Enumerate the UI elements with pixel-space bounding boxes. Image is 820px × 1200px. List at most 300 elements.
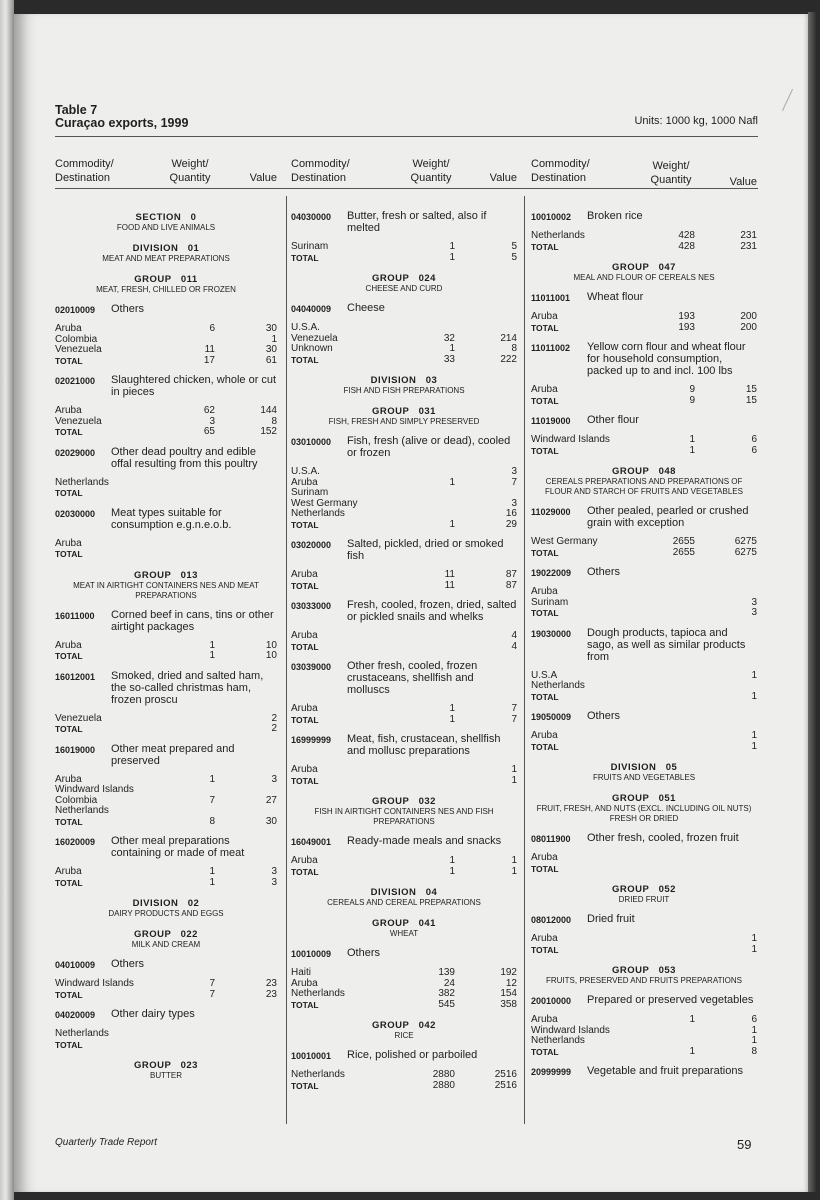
destination-cell: U.S.A. xyxy=(291,466,320,477)
commodity-description: Cheese xyxy=(347,302,385,314)
weight-quantity-cell: 1 xyxy=(689,1045,695,1057)
destination-cell: Colombia xyxy=(55,333,98,345)
total-row xyxy=(291,1081,517,1092)
section-heading xyxy=(531,466,757,497)
weight-quantity-cell: 1 xyxy=(449,703,455,714)
table-row xyxy=(531,731,757,742)
section-heading xyxy=(55,212,277,233)
value-cell: 6 xyxy=(751,1014,757,1025)
weight-quantity-cell: 6 xyxy=(209,323,215,334)
commodity-header: Commodity/ xyxy=(55,158,114,170)
destination-cell: TOTAL xyxy=(291,999,319,1010)
weight-quantity-cell xyxy=(645,692,695,703)
commodity-code: 20999999 xyxy=(531,1067,572,1077)
weight-quantity-cell xyxy=(405,499,455,510)
value-cell: 3 xyxy=(271,866,277,877)
table-row xyxy=(55,417,277,428)
commodity-description: Smoked, dried and salted ham, the so-called christmas ham, frozen proscu xyxy=(111,669,264,706)
weight-quantity-cell: 1 xyxy=(209,773,215,785)
commodity-code: 16049001 xyxy=(291,837,332,847)
weight-quantity-cell xyxy=(645,742,695,753)
section-heading xyxy=(55,274,277,295)
weight-quantity-cell: 1 xyxy=(449,343,455,354)
section-heading xyxy=(291,887,517,908)
value-cell: 10 xyxy=(265,639,277,651)
section-heading xyxy=(531,793,757,824)
destination-cell: Venezuela xyxy=(291,332,338,344)
table-row xyxy=(291,509,517,520)
value-header: Value xyxy=(729,176,757,188)
weight-quantity-cell: 1 xyxy=(449,476,455,488)
heading-title: GROUP 022 xyxy=(134,929,198,940)
section-heading xyxy=(291,406,517,427)
page-number: 59 xyxy=(737,1137,752,1152)
value-cell: 3 xyxy=(271,773,277,785)
destination-cell: Aruba xyxy=(291,630,318,641)
table-column-1 xyxy=(55,202,277,1081)
total-row xyxy=(55,990,277,1001)
page-binding-edge xyxy=(0,0,14,1200)
column-header-rule xyxy=(55,188,758,189)
commodity-entry xyxy=(55,743,277,828)
total-row xyxy=(531,396,757,407)
value-cell xyxy=(695,587,757,598)
commodity-description: Other meat prepared and preserved xyxy=(111,742,235,767)
commodity-code: 19050009 xyxy=(531,712,572,722)
header-rule xyxy=(55,136,758,137)
commodity-code: 03039000 xyxy=(291,662,332,672)
column-divider xyxy=(286,196,287,1124)
quantity-header: Quantity xyxy=(410,172,452,184)
heading-subtitle: FRUIT, FRESH, AND NUTS (EXCL. INCLUDING OIL NUTS) FRESH OR DRIED xyxy=(536,804,752,823)
commodity-entry xyxy=(55,507,277,560)
destination-cell: Aruba xyxy=(55,773,82,785)
destination-header: Destination xyxy=(291,172,347,184)
weight-quantity-cell: 382 xyxy=(438,988,455,999)
commodity-entry xyxy=(531,994,757,1057)
page-edge-shadow xyxy=(808,12,816,1192)
value-cell: 61 xyxy=(265,354,277,366)
weight-quantity-cell xyxy=(165,488,215,499)
commodity-entry xyxy=(55,374,277,438)
value-cell: 6 xyxy=(751,434,757,445)
destination-cell: Netherlands xyxy=(291,508,345,519)
destination-cell: West Germany xyxy=(291,497,358,509)
destination-cell: TOTAL xyxy=(531,395,559,406)
weight-quantity-cell xyxy=(165,785,215,796)
commodity-description: Others xyxy=(347,947,381,959)
destination-cell: TOTAL xyxy=(291,354,319,365)
value-cell: 3 xyxy=(271,876,277,888)
table-row xyxy=(531,435,757,446)
commodity-code: 08012000 xyxy=(531,915,572,925)
destination-cell: Aruba xyxy=(531,933,558,944)
destination-cell: U.S.A. xyxy=(291,322,320,333)
weight-quantity-cell: 1 xyxy=(209,639,215,651)
heading-subtitle: MEAT IN AIRTIGHT CONTAINERS NES AND MEAT PREPARATIONS xyxy=(73,580,259,600)
commodity-code: 16011000 xyxy=(55,610,95,621)
value-cell: 2516 xyxy=(494,1069,517,1080)
weight-quantity-cell: 3 xyxy=(209,415,215,427)
weight-quantity-cell: 17 xyxy=(203,354,215,366)
commodity-code: 20010000 xyxy=(531,996,572,1006)
value-cell: 1 xyxy=(511,855,517,866)
weight-quantity-cell: 1 xyxy=(449,251,455,263)
weight-quantity-cell xyxy=(405,488,455,499)
weight-quantity-cell xyxy=(165,714,215,725)
weight-quantity-cell: 428 xyxy=(678,240,695,252)
destination-cell: Netherlands xyxy=(531,680,585,691)
commodity-description: Other fresh, cooled, frozen crustaceans, shellfish and molluscs xyxy=(347,660,478,696)
heading-subtitle: DAIRY PRODUCTS AND EGGS xyxy=(108,909,224,918)
commodity-entry xyxy=(531,627,757,703)
value-cell: 1 xyxy=(511,764,517,775)
value-cell xyxy=(215,478,277,489)
destination-cell: Aruba xyxy=(55,639,82,651)
value-cell: 154 xyxy=(500,988,517,999)
value-cell xyxy=(215,785,277,796)
commodity-description: Others xyxy=(111,303,145,315)
weight-quantity-cell xyxy=(165,806,215,817)
total-row xyxy=(291,520,517,531)
table-row xyxy=(291,242,517,253)
value-cell: 30 xyxy=(265,815,277,827)
value-cell: 1 xyxy=(751,730,757,741)
value-cell: 231 xyxy=(740,230,757,241)
section-heading xyxy=(291,1020,517,1041)
commodity-description: Other flour xyxy=(587,414,639,426)
weight-quantity-cell xyxy=(405,467,455,478)
destination-cell: Colombia xyxy=(55,794,98,806)
weight-quantity-cell xyxy=(645,608,695,619)
value-cell xyxy=(695,681,757,692)
heading-title: GROUP 047 xyxy=(612,262,676,273)
weight-header: Weight/ xyxy=(652,160,690,172)
heading-title: DIVISION 03 xyxy=(370,375,438,386)
weight-quantity-cell: 11 xyxy=(204,344,215,355)
commodity-entry xyxy=(291,210,517,263)
table-row xyxy=(531,934,757,945)
commodity-entry xyxy=(291,435,517,530)
commodity-description: Fish, fresh (alive or dead), cooled or frozen xyxy=(347,435,511,459)
value-cell: 5 xyxy=(511,251,517,263)
commodity-code: 03010000 xyxy=(291,437,332,447)
commodity-description: Fresh, cooled, frozen, dried, salted or pickled snails and whelks xyxy=(347,599,517,623)
commodity-description: Other pealed, pearled or crushed grain with exception xyxy=(587,505,749,529)
destination-cell: TOTAL xyxy=(291,866,319,877)
total-row xyxy=(531,1047,757,1058)
table-row xyxy=(55,641,277,652)
value-cell: 6275 xyxy=(734,536,757,547)
total-row xyxy=(531,945,757,956)
heading-title: GROUP 024 xyxy=(372,273,436,284)
weight-quantity-cell xyxy=(165,549,215,560)
commodity-entry xyxy=(531,832,757,874)
weight-quantity-cell: 193 xyxy=(678,311,695,322)
value-cell: 358 xyxy=(500,998,517,1010)
value-cell: 231 xyxy=(740,240,757,252)
table-row xyxy=(291,1070,517,1081)
weight-quantity-cell xyxy=(405,642,455,653)
total-row xyxy=(55,549,277,560)
table-row xyxy=(291,968,517,979)
value-cell: 1 xyxy=(511,774,517,786)
destination-cell: TOTAL xyxy=(531,741,559,752)
heading-title: GROUP 053 xyxy=(612,965,676,976)
commodity-description: Corned beef in cans, tins or other airtight packages xyxy=(111,608,274,633)
table-row xyxy=(55,785,277,796)
heading-subtitle: FOOD AND LIVE ANIMALS xyxy=(116,223,216,232)
commodity-code: 10010002 xyxy=(531,212,572,222)
commodity-description: Other dairy types xyxy=(111,1008,195,1020)
weight-quantity-cell xyxy=(405,776,455,787)
weight-quantity-cell: 7 xyxy=(209,794,215,806)
value-cell xyxy=(455,323,517,334)
weight-quantity-cell xyxy=(645,864,695,875)
commodity-entry xyxy=(55,609,277,662)
commodity-entry xyxy=(291,599,517,652)
commodity-entry xyxy=(531,341,757,406)
value-cell: 1 xyxy=(751,1024,757,1036)
commodity-entry xyxy=(531,710,757,752)
destination-cell: Venezuela xyxy=(55,712,102,724)
value-cell: 2516 xyxy=(494,1079,517,1091)
weight-quantity-cell: 1 xyxy=(209,866,215,877)
value-cell: 15 xyxy=(745,384,757,395)
table-row xyxy=(55,1029,277,1040)
total-row xyxy=(291,715,517,726)
value-cell: 200 xyxy=(740,311,757,322)
value-cell: 1 xyxy=(511,865,517,877)
section-heading xyxy=(55,929,277,950)
commodity-description: Prepared or preserved vegetables xyxy=(587,994,754,1006)
commodity-code: 10010001 xyxy=(291,1051,332,1061)
table-row xyxy=(291,344,517,355)
weight-quantity-cell xyxy=(165,478,215,489)
commodity-entry xyxy=(291,947,517,1010)
destination-cell: Netherlands xyxy=(291,988,345,999)
weight-quantity-cell: 32 xyxy=(443,332,455,344)
section-heading xyxy=(55,1060,277,1081)
table-row xyxy=(291,631,517,642)
total-row xyxy=(291,776,517,787)
commodity-entry xyxy=(55,835,277,888)
commodity-code: 11011001 xyxy=(531,293,571,303)
total-row xyxy=(291,355,517,366)
value-cell: 8 xyxy=(751,1045,757,1057)
commodity-description: Broken rice xyxy=(587,210,643,222)
weight-quantity-cell: 11 xyxy=(444,579,455,591)
commodity-code: 04040009 xyxy=(291,304,332,314)
weight-quantity-cell: 1 xyxy=(689,444,695,456)
destination-cell: Aruba xyxy=(531,852,558,863)
weight-quantity-cell: 2880 xyxy=(432,1079,455,1091)
value-cell xyxy=(215,488,277,499)
destination-cell: TOTAL xyxy=(531,322,559,333)
total-row xyxy=(291,581,517,592)
heading-subtitle: MEAT AND MEAT PREPARATIONS xyxy=(102,254,230,263)
commodity-description: Other dead poultry and edible offal resulting from this poultry xyxy=(111,445,258,470)
heading-subtitle: CHEESE AND CURD xyxy=(365,284,443,293)
destination-cell: TOTAL xyxy=(531,547,559,558)
commodity-description: Other meal preparations containing or made of meat xyxy=(111,835,245,859)
commodity-description: Ready-made meals and snacks xyxy=(347,835,502,847)
weight-quantity-cell: 33 xyxy=(443,353,455,365)
commodity-description: Meat, fish, crustacean, shellfish and mollusc preparations xyxy=(347,733,501,757)
value-cell: 6275 xyxy=(734,546,757,558)
weight-quantity-cell xyxy=(405,509,455,520)
value-cell: 1 xyxy=(751,740,757,752)
total-row xyxy=(55,878,277,889)
commodity-code: 02030000 xyxy=(55,508,96,519)
destination-cell: Haiti xyxy=(291,967,312,978)
commodity-description: Vegetable and fruit preparations xyxy=(587,1065,743,1077)
value-cell: 144 xyxy=(260,405,277,416)
value-cell xyxy=(215,549,277,560)
commodity-code: 02021000 xyxy=(55,376,96,386)
heading-title: DIVISION 02 xyxy=(132,898,200,909)
commodity-code: 11011002 xyxy=(531,343,571,353)
value-cell: 222 xyxy=(500,353,517,365)
weight-quantity-cell: 1 xyxy=(449,865,455,877)
destination-cell: Netherlands xyxy=(55,1028,109,1039)
weight-quantity-cell xyxy=(645,681,695,692)
table-row xyxy=(55,806,277,817)
commodity-entry xyxy=(531,210,757,252)
value-cell: 23 xyxy=(265,988,277,1000)
destination-cell: Aruba xyxy=(291,764,318,775)
heading-title: GROUP 041 xyxy=(372,918,436,929)
destination-cell: TOTAL xyxy=(531,445,559,456)
commodity-code: 16019000 xyxy=(55,744,96,755)
value-cell: 5 xyxy=(511,241,517,252)
publication-name: Quarterly Trade Report xyxy=(55,1137,158,1148)
value-cell: 1 xyxy=(751,669,757,681)
destination-cell: Aruba xyxy=(531,730,558,741)
value-cell: 1 xyxy=(751,1035,757,1046)
heading-title: DIVISION 05 xyxy=(610,762,678,773)
commodity-code: 02029000 xyxy=(55,447,96,458)
commodity-entry xyxy=(531,913,757,955)
weight-quantity-cell xyxy=(405,323,455,334)
destination-cell: TOTAL xyxy=(291,714,319,725)
commodity-code: 03020000 xyxy=(291,540,332,550)
weight-quantity-cell: 65 xyxy=(203,426,215,437)
destination-cell: Aruba xyxy=(55,323,82,334)
total-row xyxy=(531,242,757,253)
commodity-code: 03033000 xyxy=(291,601,332,611)
section-heading xyxy=(291,796,517,827)
destination-cell: Netherlands xyxy=(531,1035,585,1046)
destination-cell: TOTAL xyxy=(55,651,83,661)
destination-cell: TOTAL xyxy=(291,252,319,263)
table-row xyxy=(531,312,757,323)
total-row xyxy=(291,253,517,264)
destination-cell: Aruba xyxy=(291,569,318,580)
value-cell xyxy=(455,488,517,499)
total-row xyxy=(55,651,277,662)
destination-cell: TOTAL xyxy=(55,1039,83,1050)
weight-quantity-cell xyxy=(405,631,455,642)
section-heading xyxy=(55,898,277,919)
value-cell xyxy=(695,853,757,864)
value-cell: 87 xyxy=(505,569,517,580)
value-cell: 12 xyxy=(505,977,517,989)
commodity-entry xyxy=(291,733,517,786)
commodity-code: 11019000 xyxy=(531,416,571,426)
commodity-description: Other fresh, cooled, frozen fruit xyxy=(587,832,739,844)
value-cell: 200 xyxy=(740,321,757,333)
value-cell: 30 xyxy=(265,323,277,334)
destination-cell: TOTAL xyxy=(291,519,319,530)
weight-quantity-cell xyxy=(645,934,695,945)
weight-quantity-cell xyxy=(645,598,695,609)
destination-cell: TOTAL xyxy=(55,724,83,734)
total-row xyxy=(55,488,277,499)
commodity-description: Dough products, tapioca and sago, as well as similar products from xyxy=(587,626,746,663)
table-row xyxy=(55,406,277,417)
value-cell: 3 xyxy=(511,466,517,477)
destination-cell: TOTAL xyxy=(531,608,559,618)
heading-subtitle: FISH AND FISH PREPARATIONS xyxy=(343,386,465,395)
value-cell: 8 xyxy=(511,343,517,354)
commodity-code: 16012001 xyxy=(55,671,96,682)
table-row xyxy=(291,765,517,776)
value-cell xyxy=(215,1029,277,1040)
heading-subtitle: DRIED FRUIT xyxy=(618,895,670,904)
heading-subtitle: MEAT, FRESH, CHILLED OR FROZEN xyxy=(96,285,236,294)
commodity-code: 04020009 xyxy=(55,1010,96,1020)
destination-cell: Windward Islands xyxy=(55,784,134,795)
value-cell: 152 xyxy=(260,426,277,437)
heading-subtitle: WHEAT xyxy=(389,929,419,938)
value-cell: 10 xyxy=(265,650,277,661)
total-row xyxy=(531,742,757,753)
value-cell: 15 xyxy=(745,394,757,406)
weight-quantity-cell xyxy=(645,671,695,682)
destination-cell: Aruba xyxy=(291,476,318,488)
destination-cell: Surinam xyxy=(291,487,329,498)
table-row xyxy=(291,570,517,581)
destination-cell: TOTAL xyxy=(55,355,83,366)
weight-quantity-cell xyxy=(165,539,215,550)
heading-title: DIVISION 01 xyxy=(132,243,200,254)
destination-header: Destination xyxy=(531,172,587,184)
weight-quantity-cell xyxy=(645,945,695,956)
destination-cell: TOTAL xyxy=(531,241,559,252)
table-row xyxy=(531,385,757,396)
value-cell: 1 xyxy=(751,943,757,955)
total-row xyxy=(55,356,277,367)
heading-subtitle: FISH, FRESH AND SIMPLY PRESERVED xyxy=(328,417,480,426)
value-cell: 2 xyxy=(271,723,277,734)
weight-quantity-cell xyxy=(405,765,455,776)
section-heading xyxy=(531,884,757,905)
total-row xyxy=(291,642,517,653)
commodity-description: Others xyxy=(587,710,621,722)
commodity-code: 16020009 xyxy=(55,837,96,847)
value-cell: 4 xyxy=(511,630,517,641)
weight-quantity-cell: 9 xyxy=(689,384,695,395)
table-row xyxy=(55,714,277,725)
section-heading xyxy=(55,243,277,264)
quantity-header: Quantity xyxy=(169,172,211,184)
table-row xyxy=(55,979,277,990)
weight-quantity-cell: 7 xyxy=(209,988,215,1000)
commodity-description: Yellow corn flour and wheat flour for household consumption, packed up to and incl. 100 lbs xyxy=(587,341,746,377)
table-row xyxy=(55,324,277,335)
weight-quantity-cell: 1 xyxy=(449,855,455,866)
